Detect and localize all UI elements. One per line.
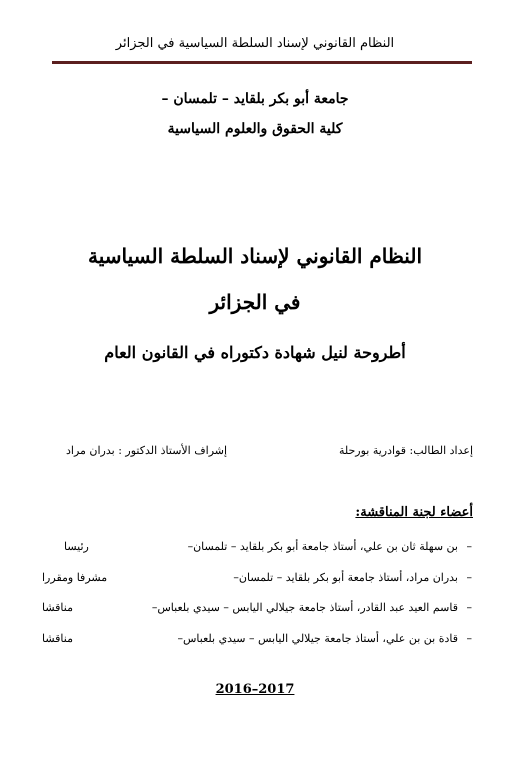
committee-member (42, 601, 472, 617)
member-bullet: – (466, 601, 472, 614)
member-bullet: – (466, 571, 472, 584)
member-role: مشرفا ومقررا (42, 571, 108, 584)
supervisor-name: إشراف الأستاذ الدكتور : بدران مراد (66, 444, 228, 457)
committee-member (42, 632, 472, 648)
academic-year-text: 2016–2017 (215, 682, 295, 697)
thesis-subtitle: أطروحة لنيل شهادة دكتوراه في القانون العام (104, 343, 406, 362)
member-role: مناقشا (42, 632, 73, 645)
faculty-name: كلية الحقوق والعلوم السياسية (167, 121, 343, 137)
member-bullet: – (466, 540, 472, 553)
committee-member (42, 571, 472, 587)
header-divider (52, 61, 472, 64)
student-name: إعداد الطالب: قوادرية بورحلة (338, 444, 473, 457)
committee-member (42, 540, 472, 556)
member-description: بدران مراد، أستاذ جامعة أبو بكر بلقايد – تلمسان– (233, 571, 458, 584)
member-description: قاسم العيد عبد القادر، أستاذ جامعة جيلالي اليابس – سيدي بلعباس– (151, 601, 458, 614)
thesis-title-line-1: النظام القانوني لإسناد السلطة السياسية (88, 244, 422, 268)
university-name: جامعة أبو بكر بلقايد – تلمسان – (161, 91, 349, 107)
member-role: مناقشا (42, 601, 73, 614)
academic-year (0, 682, 510, 697)
committee-heading: أعضاء لجنة المناقشة: (355, 505, 473, 520)
member-bullet: – (466, 632, 472, 645)
member-description: قادة بن بن علي، أستاذ جامعة جيلالي اليابس – سيدي بلعباس– (177, 632, 458, 645)
member-role: رئيسا (64, 540, 89, 553)
thesis-title-line-2: في الجزائر (209, 290, 301, 314)
header-title: النظام القانوني لإسناد السلطة السياسية في الجزائر (115, 36, 395, 51)
member-description: بن سهلة ثان بن علي، أستاذ جامعة أبو بكر بلقايد – تلمسان– (187, 540, 458, 553)
